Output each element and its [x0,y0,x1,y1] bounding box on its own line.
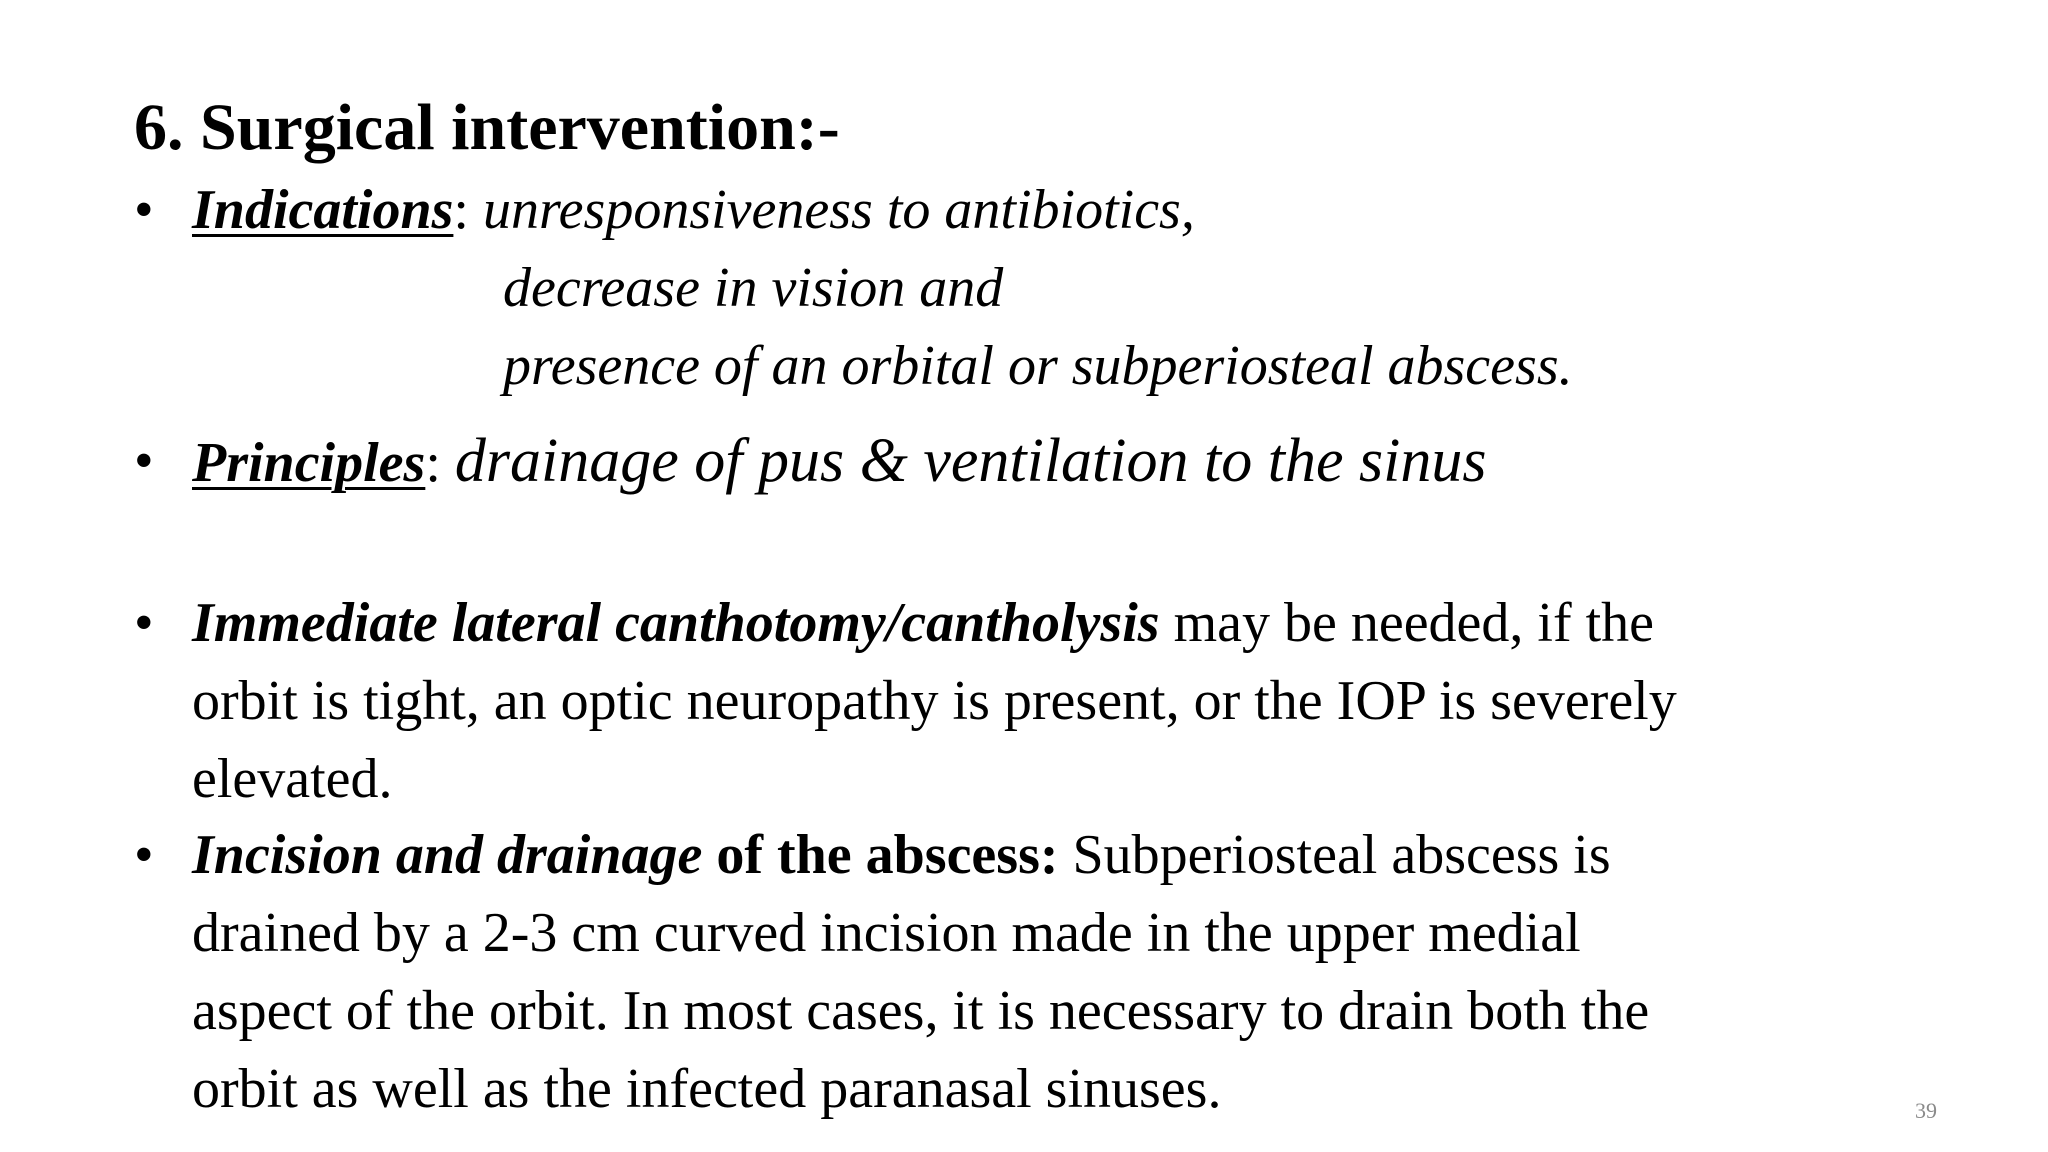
incision-emphasis: Incision and drainage [192,824,703,886]
principles-text [192,422,1486,502]
principles-colon: : [425,432,441,494]
bullet-marker: • [134,592,154,654]
incision-line-1-rest: Subperiosteal abscess is [1058,824,1611,886]
incision-line-3: aspect of the orbit. In most cases, it is necessary to drain both the [192,980,1650,1042]
canthotomy-line-2: orbit is tight, an optic neuropathy is present, or the IOP is severely [192,670,1677,732]
principles-description: drainage of pus & ventilation to the sinus [454,427,1487,495]
canthotomy-text [192,584,1677,818]
page-number: 39 [1915,1098,1937,1123]
canthotomy-line-3: elevated. [192,748,393,810]
canthotomy-emphasis: Immediate lateral canthotomy/cantholysis [192,592,1160,654]
canthotomy-line-1-rest: may be needed, if the [1159,592,1655,654]
bullet-marker: • [134,179,154,241]
bullet-marker: • [134,824,154,886]
indications-line-2: decrease in vision and [503,257,1004,319]
incision-text [192,816,1649,1128]
indications-colon: : [453,179,469,241]
canthotomy-line-1 [192,584,1677,662]
bullet-marker: • [134,430,154,492]
incision-bold: of the abscess: [702,824,1059,886]
incision-line-2: drained by a 2-3 cm curved incision made in the upper medial [192,902,1581,964]
indications-line-3: presence of an orbital or subperiosteal abscess. [503,335,1573,397]
incision-line-4: orbit as well as the infected paranasal sinuses. [192,1058,1222,1120]
incision-line-1 [192,816,1649,894]
principles-label: Principles [192,432,426,494]
slide-title: 6. Surgical intervention:- [134,91,840,164]
indications-label: Indications [192,179,454,241]
indications-line-1: unresponsiveness to antibiotics, [482,179,1195,241]
indications-text [192,171,1195,249]
